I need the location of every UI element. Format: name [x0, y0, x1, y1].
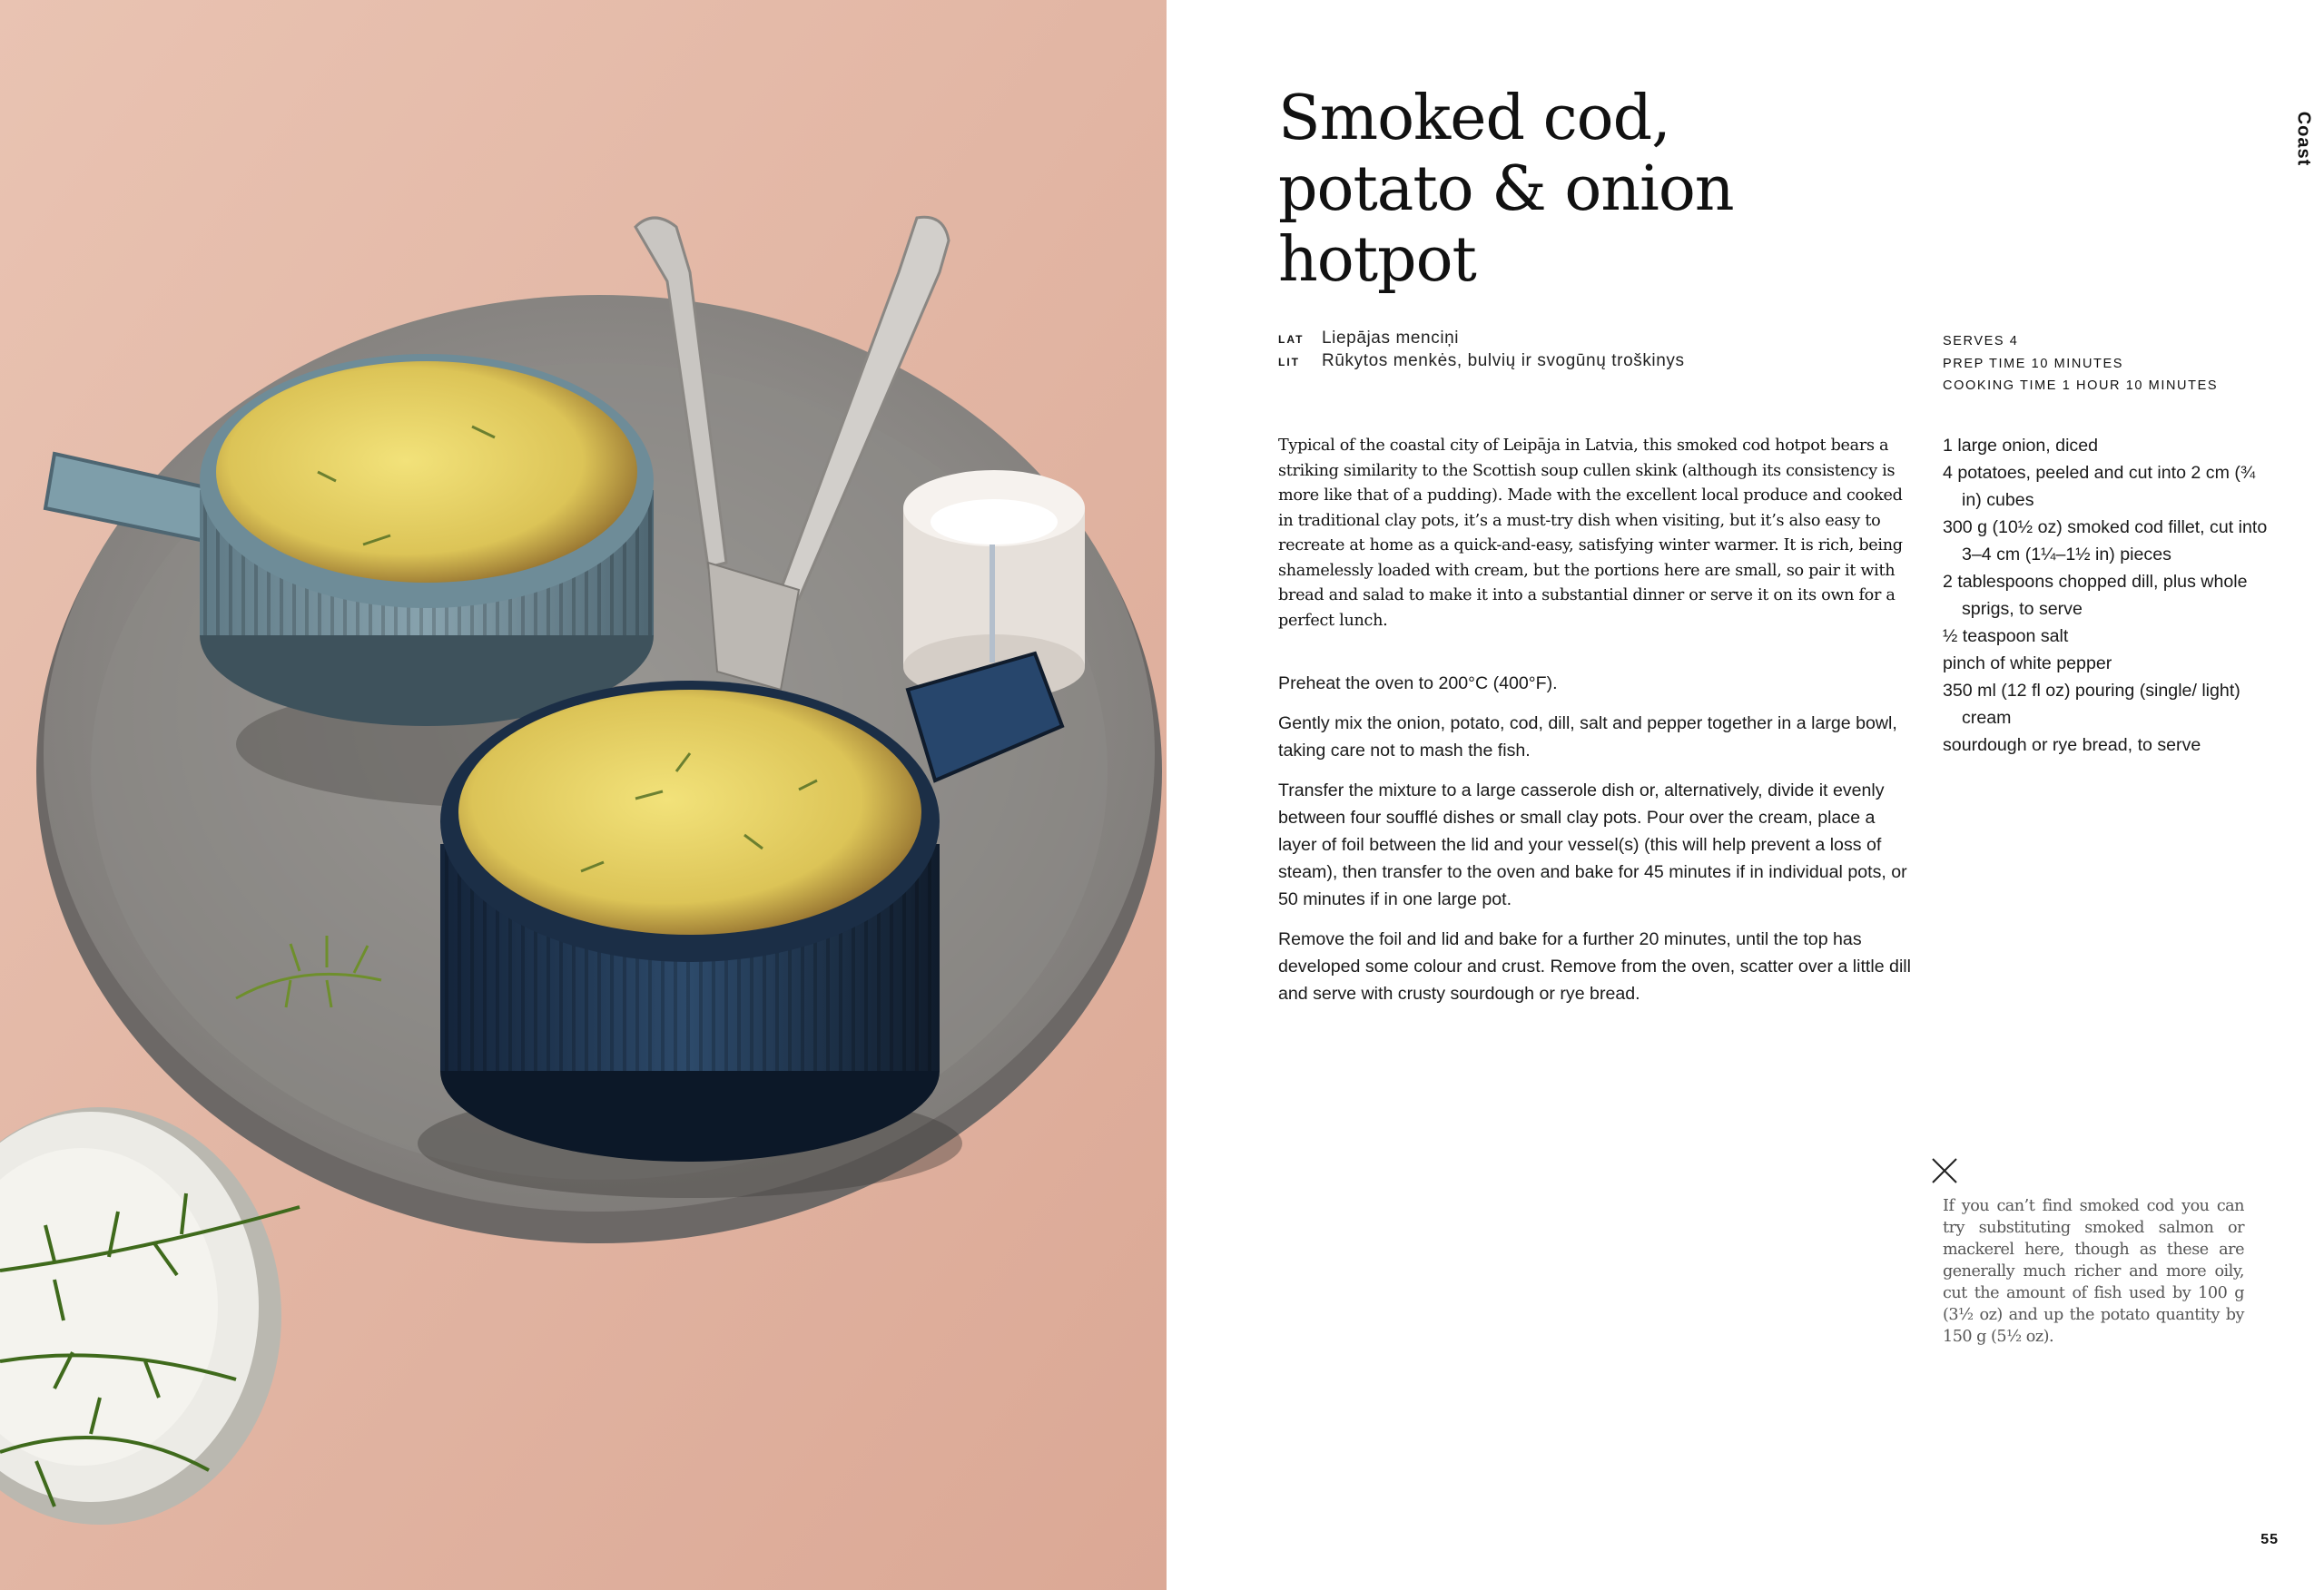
method-step: Remove the foil and lid and bake for a further 20 minutes, until the top has developed some colour and crust. Remove from the oven, scatter over a little dill and serve with crusty sourdough or rye bread.: [1278, 929, 1912, 1004]
ingredient-item: 4 potatoes, peeled and cut into 2 cm (¾ in) cubes: [1943, 463, 2256, 510]
recipe-page: [1167, 0, 2324, 1590]
serves: SERVES 4: [1943, 334, 2019, 348]
ingredient-item: pinch of white pepper: [1943, 653, 2112, 673]
cross-icon: [1929, 1155, 1960, 1186]
name-row-lit: [1278, 351, 1841, 374]
language-code: LIT: [1278, 356, 1300, 368]
recipe-meta: [1943, 330, 2270, 398]
method-step: Preheat the oven to 200°C (400°F).: [1278, 673, 1558, 693]
title-line: Smoked cod,: [1278, 83, 1670, 154]
cooking-time: COOKING TIME 1 HOUR 10 MINUTES: [1943, 378, 2219, 393]
title-line: potato & onion: [1278, 153, 1734, 225]
ingredient-item: ½ teaspoon salt: [1943, 626, 2069, 646]
method-step: Gently mix the onion, potato, cod, dill, salt and pepper together in a large bowl, taking care not to mash the fish.: [1278, 713, 1897, 761]
recipe-tip: If you can’t find smoked cod you can try substituting smoked salmon or mackerel here, though as these are generally much richer and more oily, cut the amount of fish used by 100 g (3½ oz) and up the potato quantity by 150 g (5½ oz).: [1943, 1197, 2244, 1346]
page-number: 55: [2260, 1532, 2279, 1547]
language-code: LAT: [1278, 333, 1305, 346]
ingredient-item: 350 ml (12 fl oz) pouring (single/ light) cream: [1943, 681, 2240, 728]
prep-time: PREP TIME 10 MINUTES: [1943, 356, 2124, 371]
section-tab: [2285, 98, 2321, 180]
ingredient-item: 1 large onion, diced: [1943, 436, 2099, 456]
ingredient-item: sourdough or rye bread, to serve: [1943, 735, 2201, 755]
translated-name: Liepājas menciņi: [1322, 329, 1460, 348]
ingredients-list: [1943, 432, 2270, 759]
recipe-title: [1278, 83, 1914, 296]
ingredient-item: 2 tablespoons chopped dill, plus whole sprigs, to serve: [1943, 572, 2248, 619]
method-steps: [1278, 670, 1914, 1020]
name-row-lat: [1278, 329, 1841, 351]
translated-names: [1278, 329, 1841, 374]
translated-name: Rūkytos menkės, bulvių ir svogūnų troškinys: [1322, 351, 1685, 370]
title-line: hotpot: [1278, 224, 1476, 296]
recipe-intro: Typical of the coastal city of Leipāja in Latvia, this smoked cod hotpot bears a striking similarity to the Scottish soup cullen skink (although its consistency is more like that of a pudding). Made with the excellent local produce and cooked in traditional clay pots, it’s a must-try dish when visiting, but it’s also easy to recreate at home as a quick-and-easy, satisfying winter warmer. It is rich, being shamelessly loaded with cream, but the portions here are small, so pair it with bread and salad to make it into a substantial dinner or serve it on its own for a perfect lunch.: [1278, 437, 1903, 630]
ingredient-item: 300 g (10½ oz) smoked cod fillet, cut into 3–4 cm (1¼–1½ in) pieces: [1943, 517, 2268, 564]
section-tab-label: Coast: [2293, 111, 2314, 167]
method-step: Transfer the mixture to a large casserole dish or, alternatively, divide it evenly between four soufflé dishes or small clay pots. Pour over the cream, place a layer of foil between the lid and your vessel(s) (this will help prevent a loss of steam), then transfer to the oven and bake for 45 minutes if in individual pots, or 50 minutes if in one large pot.: [1278, 780, 1907, 909]
